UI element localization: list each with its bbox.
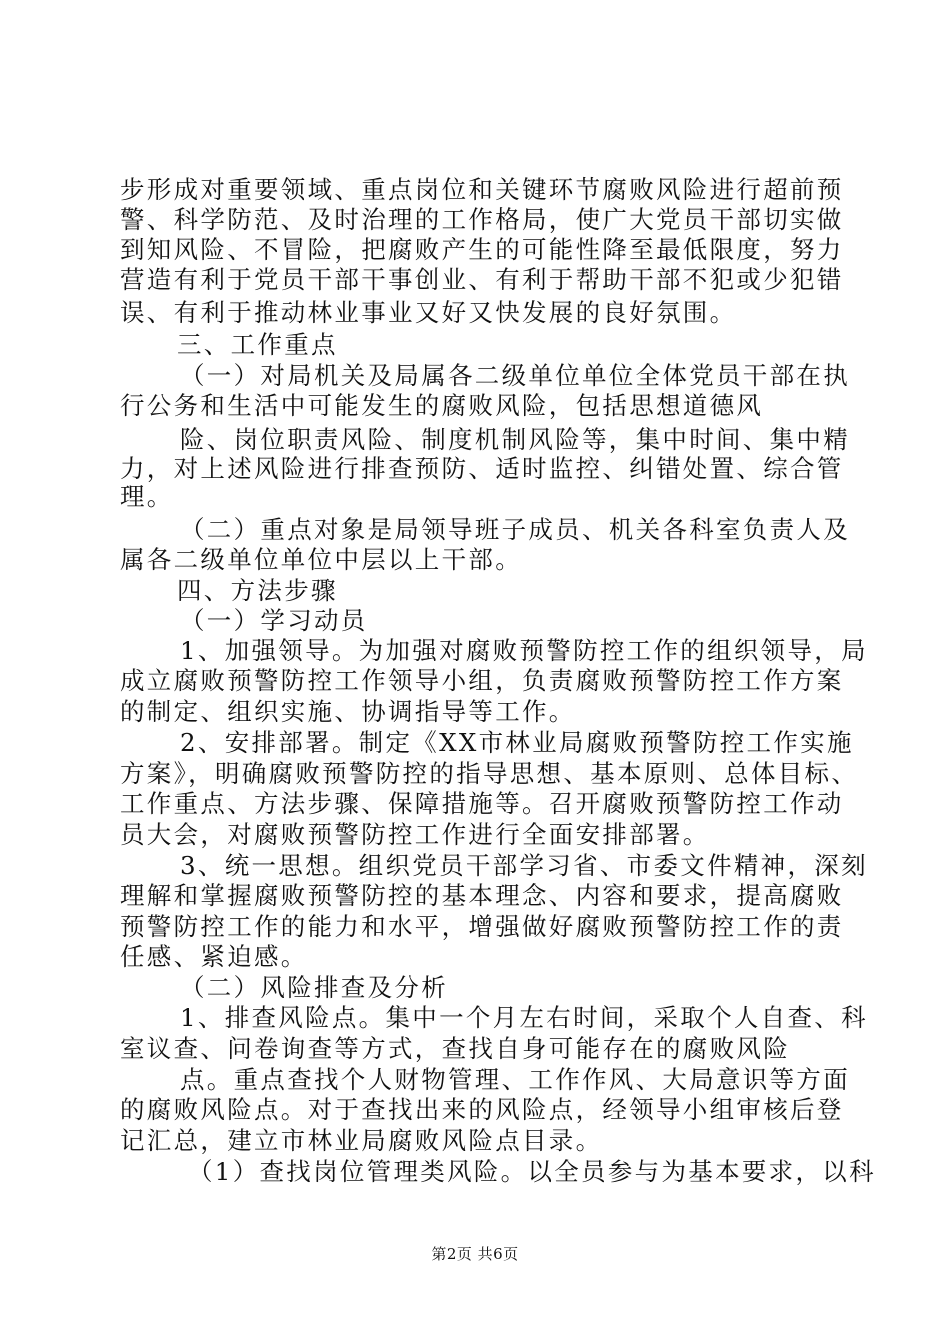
body-text-line: 预警防控工作的能力和水平，增强做好腐败预警防控工作的责	[120, 912, 844, 941]
body-text-line: 险、岗位职责风险、制度机制风险等，集中时间、集中精	[180, 425, 850, 454]
body-text-line: 记汇总，建立市林业局腐败风险点目录。	[120, 1126, 603, 1155]
body-text-line: 1、排查风险点。集中一个月左右时间，采取个人自查、科	[180, 1003, 868, 1032]
body-text-line: 工作重点、方法步骤、保障措施等。召开腐败预警防控工作动	[120, 789, 844, 818]
body-text-line: 点。重点查找个人财物管理、工作作风、大局意识等方面	[180, 1065, 850, 1094]
body-text-line: 行公务和生活中可能发生的腐败风险，包括思想道德风	[120, 391, 764, 420]
body-text-line: 成立腐败预警防控工作领导小组，负责腐败预警防控工作方案	[120, 666, 844, 695]
body-text-line: 力，对上述风险进行排查预防、适时监控、纠错处置、综合管	[120, 454, 844, 483]
section-heading: 三、工作重点	[177, 330, 338, 359]
body-text-line: 理。	[120, 482, 174, 511]
body-text-line: 1、加强领导。为加强对腐败预警防控工作的组织领导，局	[180, 636, 868, 665]
body-text-line: 警、科学防范、及时治理的工作格局，使广大党员干部切实做	[120, 205, 844, 234]
body-text-line: 室议查、问卷询查等方式，查找自身可能存在的腐败风险	[120, 1034, 790, 1063]
body-text-line: 属各二级单位单位中层以上干部。	[120, 545, 522, 574]
section-heading: 四、方法步骤	[177, 576, 338, 605]
subsection-heading: （二）风险排查及分析	[180, 973, 448, 1002]
page-number-footer: 第2页 共6页	[431, 1245, 519, 1263]
body-text-line: 误、有利于推动林业事业又好又快发展的良好氛围。	[120, 298, 737, 327]
body-text-line: （1）查找岗位管理类风险。以全员参与为基本要求，以科	[188, 1157, 876, 1186]
body-text-line: 步形成对重要领域、重点岗位和关键环节腐败风险进行超前预	[120, 175, 844, 204]
body-text-line: 方案》，明确腐败预警防控的指导思想、基本原则、总体目标、	[120, 759, 859, 788]
body-text-line: 营造有利于党员干部干事创业、有利于帮助干部不犯或少犯错	[120, 265, 844, 294]
body-text-line: 的制定、组织实施、协调指导等工作。	[120, 697, 576, 726]
body-text-line: 的腐败风险点。对于查找出来的风险点，经领导小组审核后登	[120, 1095, 844, 1124]
body-text-line: 任感、紧迫感。	[120, 942, 308, 971]
body-text-line: （一）对局机关及局属各二级单位单位全体党员干部在执	[180, 361, 850, 390]
subsection-heading: （一）学习动员	[180, 606, 368, 635]
body-text-line: （二）重点对象是局领导班子成员、机关各科室负责人及	[180, 515, 850, 544]
body-text-line: 3、统一思想。组织党员干部学习省、市委文件精神，深刻	[180, 851, 868, 880]
body-text-line: 理解和掌握腐败预警防控的基本理念、内容和要求，提高腐败	[120, 881, 844, 910]
body-text-line: 员大会，对腐败预警防控工作进行全面安排部署。	[120, 820, 710, 849]
body-text-line: 2、安排部署。制定《XX市林业局腐败预警防控工作实施	[180, 728, 854, 757]
body-text-line: 到知风险、不冒险，把腐败产生的可能性降至最低限度，努力	[120, 235, 844, 264]
